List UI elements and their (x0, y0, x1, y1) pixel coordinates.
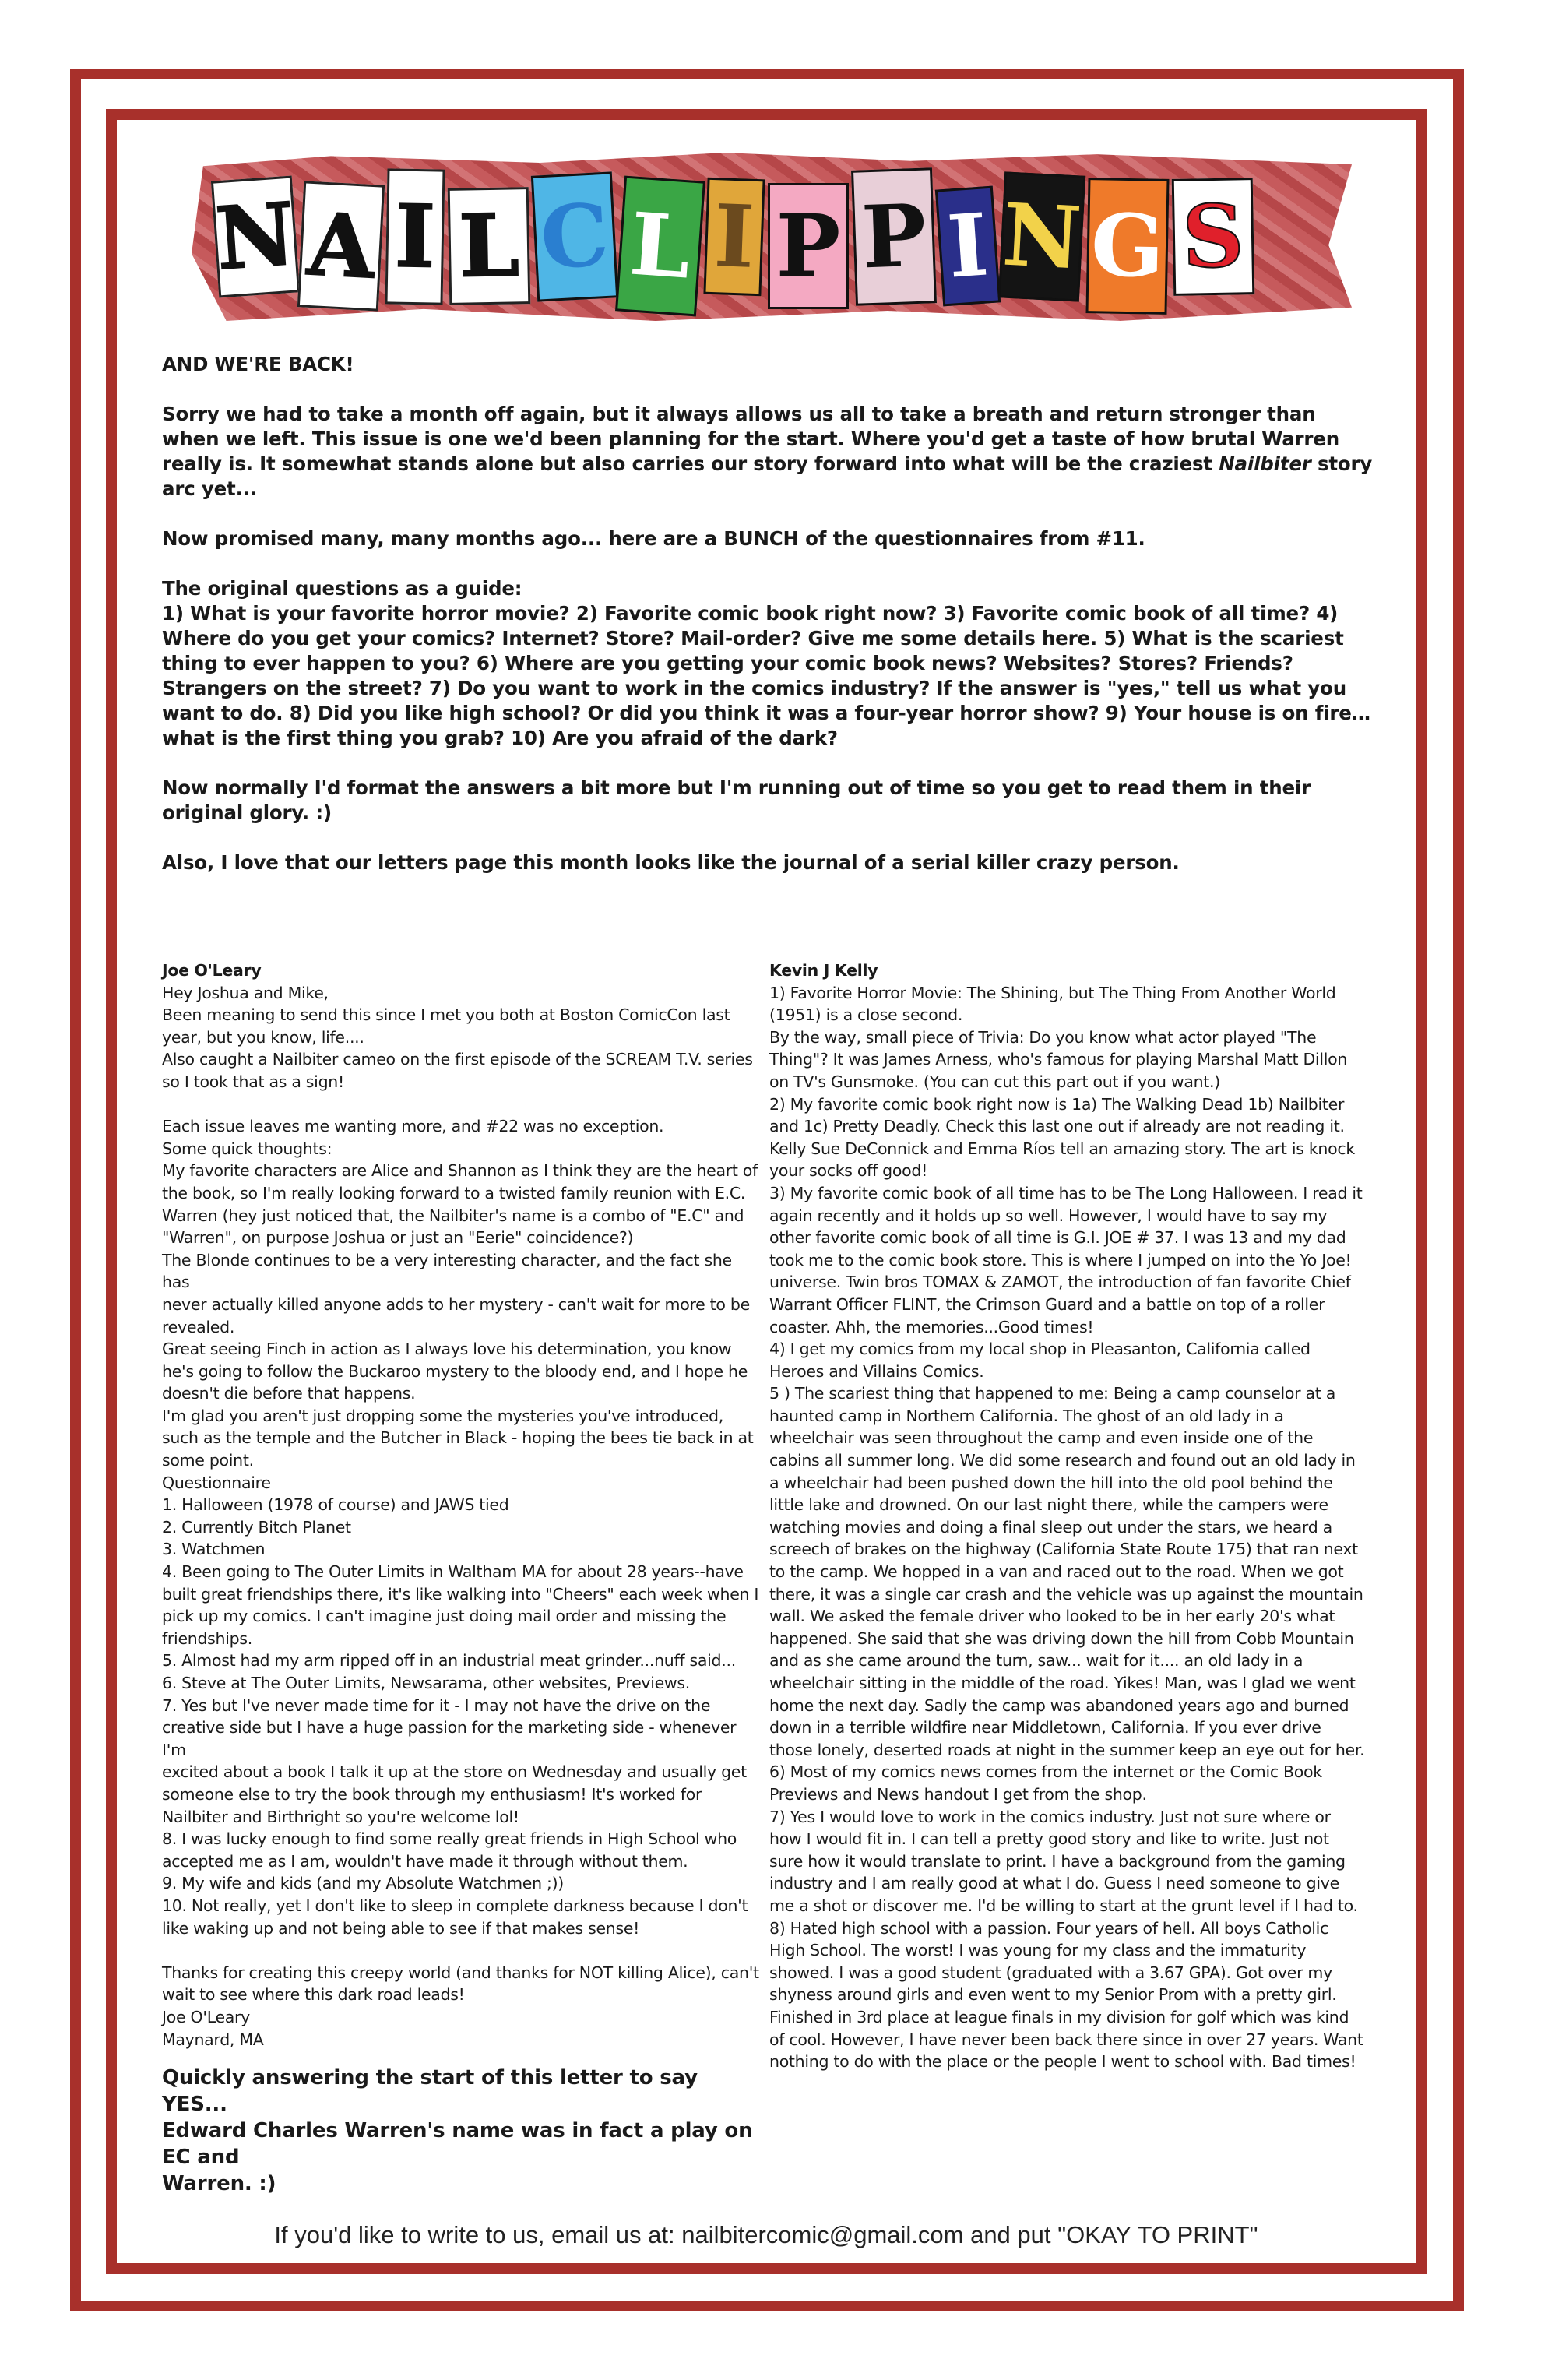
letter-line: Each issue leaves me wanting more, and #22 was no exception. (162, 1117, 664, 1136)
letter-line: on TV's Gunsmoke. (You can cut this part out if you want.) (769, 1072, 1220, 1091)
letter-line: accepted me as I am, wouldn't have made it through without them. (162, 1851, 688, 1871)
letter-line: coaster. Ahh, the memories...Good times! (769, 1317, 1094, 1336)
letter-line: the book, so I'm really looking forward to a twisted family reunion with E.C. (162, 1183, 746, 1202)
letter-line: built great friendships there, it's like walking into "Cheers" each week when I (162, 1584, 759, 1604)
letter-line: 4) I get my comics from my local shop in Pleasanton, California called (769, 1340, 1311, 1359)
letter-line: Warren (hey just noticed that, the Nailbiter's name is a combo of "E.C" and (162, 1206, 744, 1225)
letter-line: 8) Hated high school with a passion. Four years of hell. All boys Catholic (769, 1918, 1328, 1938)
letter-line: 5. Almost had my arm ripped off in an industrial meat grinder...nuff said... (162, 1651, 736, 1671)
letter-line: cabins all summer long. We did some research and found out an old lady in (769, 1451, 1356, 1470)
letter-line: Heroes and Villains Comics. (769, 1361, 984, 1381)
letter-author: Kevin J Kelly (769, 961, 878, 980)
logo-letter: N (998, 171, 1085, 301)
letter-line: Been meaning to send this since I met you both at Boston ComicCon last (162, 1005, 730, 1025)
letter-line: wall. We asked the female driver who looked to be in her early 20's what (769, 1607, 1335, 1626)
letter-line: nothing to do with the place or the people I went to school with. Bad times! (769, 2052, 1356, 2072)
letter-line: 2. Currently Bitch Planet (162, 1517, 351, 1537)
letter-line: to the camp. We hopped in a van and raced out to the road. When we got (769, 1562, 1344, 1582)
intro-questions: The original questions as a guide: 1) What is your favorite horror movie? 2) Favorite comic book right now? 3) Favorite comic book of all time? 4) Where do you get your comics? Internet? Store? Mail-order? Give me some details here. 5) What is the scariest thing to ever happen to you? 6) Where are you getting your comic book news? Websites? Stores? Friends? Strangers on the street? 7) Do you want to work in the comics industry? If the answer is "yes," tell us what you want to do. 8) Did you like high school? Or did you think it was a four-year horror show? 9) Your house is on fire… what is the first thing you grab? 10) Are you afraid of the dark? (162, 577, 1370, 749)
letter-line: wait to see where this dark road leads! (162, 1985, 465, 2005)
letter-line: universe. Twin bros TOMAX & ZAMOT, the introduction of fan favorite Chief (769, 1273, 1351, 1292)
letter-line: some point. (162, 1451, 254, 1470)
letter-line: Kelly Sue DeConnick and Emma Ríos tell an amazing story. The art is knock (769, 1139, 1355, 1158)
letter-line: someone else to try the book through my enthusiasm! It's worked for (162, 1784, 702, 1804)
letter-line: Thing"? It was James Arness, who's famous for playing Marshal Matt Dillon (769, 1050, 1348, 1069)
letter-joe-oleary (162, 959, 762, 2197)
intro-paragraph-4: Now normally I'd format the answers a bit more but I'm running out of time so you get to read them in their original glory. :) (162, 776, 1311, 824)
logo-letter: G (1085, 178, 1169, 315)
logo-letter: I (935, 186, 1001, 307)
intro-section (162, 352, 1377, 900)
letter-line: 7. Yes but I've never made time for it - I may not have the drive on the (162, 1695, 711, 1715)
letter-line: Nailbiter and Birthright so you're welcome lol! (162, 1807, 519, 1826)
letter-line: those lonely, deserted roads at night in the summer keep an eye out for her. (769, 1740, 1365, 1759)
letter-line: 6) Most of my comics news comes from the internet or the Comic Book (769, 1762, 1322, 1782)
letter-line: "Warren", on purpose Joshua or just an "Eerie" coincidence?) (162, 1228, 634, 1248)
letter-line: home the next day. Sadly the camp was abandoned years ago and burned (769, 1695, 1349, 1715)
letter-line: My favorite characters are Alice and Shannon as I think they are the heart of (162, 1161, 758, 1181)
letter-line: such as the temple and the Butcher in Black - hoping the bees tie back in at (162, 1428, 754, 1448)
letter-line: year, but you know, life.... (162, 1027, 364, 1047)
letter-line: he's going to follow the Buckaroo mystery to the bloody end, and I hope he (162, 1361, 748, 1381)
letter-line: wheelchair sitting in the middle of the road. Yikes! Man, was I glad we went (769, 1674, 1356, 1692)
footer-contact: If you'd like to write to us, email us at: nailbitercomic@gmail.com and put "OKAY TO PRINT" (274, 2221, 1258, 2248)
letter-line: me a shot or discover me. I'd be willing to start at the grunt level if I had to. (769, 1896, 1358, 1915)
letter-line: Thanks for creating this creepy world (and thanks for NOT killing Alice), can't (162, 1963, 759, 1982)
logo-letter: C (531, 171, 618, 301)
logo-letter: L (448, 187, 531, 305)
letter-line: Great seeing Finch in action as I always love his determination, you know (162, 1340, 732, 1359)
letter-line: a wheelchair had been pushed down the hill into the old pool behind the (769, 1473, 1333, 1492)
letter-line: 7) Yes I would love to work in the comics industry. Just not sure where or (769, 1807, 1331, 1826)
letter-line: Joe O'Leary (162, 2007, 250, 2026)
letter-line: happened. She said that she was driving down the hill from Cobb Mountain (769, 1628, 1354, 1648)
letter-line: revealed. (162, 1317, 235, 1336)
letter-line: 5 ) The scariest thing that happened to me: Being a camp counselor at a (769, 1384, 1335, 1403)
letter-line: 9. My wife and kids (and my Absolute Watchmen ;)) (162, 1874, 565, 1893)
letter-line: 3) My favorite comic book of all time has to be The Long Halloween. I read it (769, 1183, 1363, 1202)
letter-body (769, 982, 1369, 2073)
letter-line: creative side but I have a huge passion for the marketing side - whenever I'm (162, 1718, 737, 1759)
letter-line: industry and I am really good at what I do. Guess I need someone to give (769, 1874, 1339, 1893)
letter-line: Maynard, MA (162, 2030, 264, 2049)
letter-line: haunted camp in Northern California. The ghost of an old lady in a (769, 1406, 1284, 1425)
letter-line: Warrant Officer FLINT, the Crimson Guard and a battle on top of a roller (769, 1294, 1325, 1314)
letter-line: of cool. However, I have never been back there since in over 27 years. Want (769, 2030, 1363, 2049)
letter-line: other favorite comic book of all time is G.I. JOE # 37. I was 13 and my dad (769, 1228, 1346, 1248)
letter-line: Questionnaire (162, 1473, 271, 1492)
letter-line: sure how it would translate to print. I have a background from the gaming (769, 1851, 1346, 1871)
letter-line: shyness around girls and even went to my Senior Prom with a pretty girl. (769, 1985, 1337, 2005)
letter-line: pick up my comics. I can't imagine just doing mail order and missing the (162, 1607, 727, 1626)
logo-letter: L (615, 176, 705, 317)
letter-line: Finished in 3rd place at league finals in my division for golf which was kind (769, 2007, 1349, 2026)
logo-letter: I (703, 178, 765, 296)
letter-line: so I took that as a sign! (162, 1072, 344, 1091)
letter-body (162, 982, 762, 2051)
logo-letter: P (768, 183, 849, 309)
letter-line: down in a terrible wildfire near Middletown, California. If you ever drive (769, 1718, 1321, 1737)
letter-kevin-kelly (769, 959, 1369, 2073)
letter-line: 1. Halloween (1978 of course) and JAWS tied (162, 1495, 509, 1515)
intro-paragraph-5: Also, I love that our letters page this month looks like the journal of a serial killer crazy person. (162, 851, 1180, 874)
letter-line: Previews and News handout I get from the shop. (769, 1784, 1147, 1804)
letter-line: and 1c) Pretty Deadly. Check this last one out if already are not reading it. (769, 1117, 1345, 1136)
letter-line: 4. Been going to The Outer Limits in Waltham MA for about 28 years--have (162, 1562, 744, 1582)
letter-line: wheelchair was seen throughout the camp and even inside one of the (769, 1428, 1314, 1448)
intro-paragraph-1: Sorry we had to take a month off again, but it always allows us all to take a breath and return stronger than when we left. This issue is one we'd been planning for the start. Where you'd get a taste of how brutal Warren really is. It somewhat stands alone but also carries our story forward into what will be the craziest Nailbiter story arc yet... (162, 403, 1373, 500)
letter-line: Some quick thoughts: (162, 1139, 332, 1158)
letter-line: showed. I was a good student (graduated with a 3.67 GPA). Got over my (769, 1963, 1332, 1982)
logo-letter: A (297, 181, 385, 311)
letter-line: 3. Watchmen (162, 1540, 266, 1559)
letter-line: 10. Not really, yet I don't like to sleep in complete darkness because I don't (162, 1896, 748, 1915)
intro-heading: AND WE'RE BACK! (162, 353, 354, 375)
letter-line: doesn't die before that happens. (162, 1384, 416, 1403)
paragraph-gap (162, 1093, 762, 1116)
logo-letter: I (385, 168, 445, 305)
intro-paragraph-2: Now promised many, many months ago... here are a BUNCH of the questionnaires from #11. (162, 527, 1145, 550)
letter-line: 1) Favorite Horror Movie: The Shining, but The Thing From Another World (769, 983, 1336, 1002)
letter-line: The Blonde continues to be a very interesting character, and the fact she has (162, 1250, 732, 1292)
logo-letters (215, 143, 1254, 338)
letter-line: High School. The worst! I was young for my class and the immaturity (769, 1941, 1307, 1960)
letter-line: (1951) is a close second. (769, 1005, 963, 1025)
letter-line: little lake and drowned. On our last night there, while the campers were (769, 1495, 1328, 1515)
letter-line: 8. I was lucky enough to find some really great friends in High School who (162, 1829, 737, 1849)
letter-line: excited about a book I talk it up at the store on Wednesday and usually get (162, 1762, 747, 1782)
letter-line: Hey Joshua and Mike, (162, 983, 329, 1002)
letter-line: watching movies and doing a final sleep out under the stars, we heard a (769, 1517, 1332, 1537)
letter-line: screech of brakes on the highway (California State Route 175) that ran next (769, 1540, 1358, 1559)
letter-line: took me to the comic book store. This is where I jumped on into the Yo Joe! (769, 1250, 1352, 1269)
letter-line: friendships. (162, 1628, 252, 1648)
letter-line: there, it was a single car crash and the vehicle was up against the mountain (769, 1584, 1363, 1604)
letter-line: By the way, small piece of Trivia: Do you know what actor played "The (769, 1027, 1317, 1047)
letter-line: like waking up and not being able to see if that makes sense! (162, 1918, 640, 1938)
logo-letter: N (211, 176, 300, 298)
letter-line: never actually killed anyone adds to her mystery - can't wait for more to be (162, 1294, 750, 1314)
letter-line: your socks off good! (769, 1161, 927, 1181)
logo-letter: P (851, 167, 937, 306)
logo-letter: S (1172, 178, 1255, 296)
nailclippings-logo (184, 143, 1360, 338)
editor-reply: Quickly answering the start of this letter to say YES... Edward Charles Warren's name was in fact a play on EC and Warren. :) (162, 2066, 753, 2196)
letter-line: 6. Steve at The Outer Limits, Newsarama, other websites, Previews. (162, 1674, 690, 1692)
letter-line: 2) My favorite comic book right now is 1a) The Walking Dead 1b) Nailbiter (769, 1094, 1345, 1114)
letter-author: Joe O'Leary (162, 961, 262, 980)
letter-line: and as she came around the turn, saw... wait for it.... an old lady in a (769, 1651, 1303, 1671)
letter-line: again recently and it holds up so well. However, I would have to say my (769, 1206, 1328, 1225)
letter-line: how I would fit in. I can tell a pretty good story and like to write. Just not (769, 1829, 1329, 1849)
paragraph-gap (162, 1939, 762, 1962)
letter-line: Also caught a Nailbiter cameo on the first episode of the SCREAM T.V. series (162, 1050, 753, 1069)
letter-line: I'm glad you aren't just dropping some the mysteries you've introduced, (162, 1406, 723, 1425)
